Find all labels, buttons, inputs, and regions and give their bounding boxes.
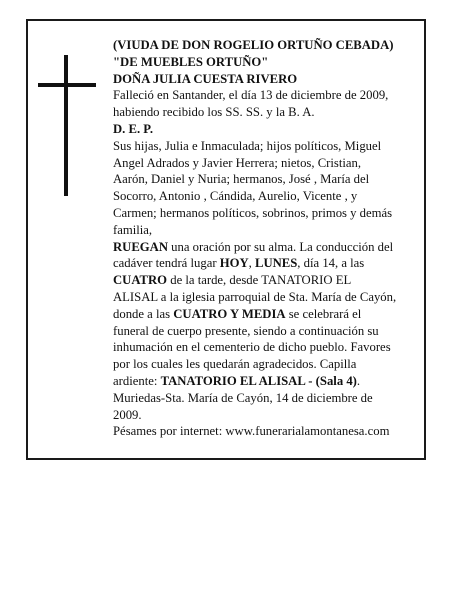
family-line-5: Carmen; hermanos políticos, sobrinos, primos y demás	[113, 205, 393, 220]
place-date-line-2: 2009.	[113, 407, 142, 422]
service-line-3	[113, 272, 418, 289]
cuatro-y-media-label: CUATRO Y MEDIA	[173, 306, 286, 321]
service-line-2-text-c: , día 14, a las	[297, 256, 365, 271]
cross-icon-bar	[38, 83, 96, 87]
cross-icon	[64, 55, 68, 196]
place-date-line-1: Muriedas-Sta. María de Cayón, 14 de diciembre de	[113, 390, 373, 405]
service-line-4: ALISAL a la iglesia parroquial de Sta. María de Cayón,	[113, 289, 397, 304]
hoy-label: HOY	[219, 256, 249, 271]
service-line-9-text-a: ardiente:	[113, 373, 161, 388]
service-line-2	[113, 255, 418, 272]
condolences-line: Pésames por internet: www.funerarialamontanesa.com	[113, 424, 390, 439]
service-line-7: inhumación en el cementerio de dicho pueblo. Favores	[113, 340, 391, 355]
family-line-2: Angel Adrados y Javier Herrera; nietos, Cristian,	[113, 155, 362, 170]
service-line-5	[113, 306, 418, 323]
ruegan-label: RUEGAN	[113, 239, 168, 254]
dep-heading: D. E. P.	[113, 121, 154, 136]
header-line-1: (VIUDA DE DON ROGELIO ORTUÑO CEBADA)	[113, 38, 394, 52]
service-line-9-text-b: .	[356, 373, 361, 388]
service-line-1-text: una oración por su alma. La conducción del	[167, 239, 394, 254]
service-line-3-text: de la tarde, desde TANATORIO EL	[167, 273, 352, 288]
family-line-1: Sus hijas, Julia e Inmaculada; hijos políticos, Miguel	[113, 138, 382, 153]
death-info-line-2: habiendo recibido los SS. SS. y la B. A.	[113, 105, 315, 120]
tanatorio-label: TANATORIO EL ALISAL - (Sala 4)	[160, 373, 357, 388]
death-info-line-1: Falleció en Santander, el día 13 de diciembre de 2009,	[113, 88, 389, 103]
family-line-6: familia,	[113, 222, 153, 237]
service-line-2-text-b: ,	[248, 256, 255, 271]
service-line-8: por los cuales les quedarán agradecidos. Capilla	[113, 357, 357, 372]
cuatro-label: CUATRO	[113, 273, 168, 288]
service-line-2-text-a: cadáver tendrá lugar	[113, 256, 220, 271]
lunes-label: LUNES	[254, 256, 298, 271]
obituary-text	[113, 37, 418, 440]
service-line-5-text-b: se celebrará el	[285, 306, 362, 321]
family-line-4: Socorro, Antonio , Cándida, Aurelio, Vicente , y	[113, 189, 358, 204]
service-line-1	[113, 239, 418, 256]
deceased-name: DOÑA JULIA CUESTA RIVERO	[113, 71, 298, 86]
service-line-9	[113, 373, 418, 390]
service-line-6: funeral de cuerpo presente, siendo a continuación su	[113, 323, 379, 338]
header-line-2: "DE MUEBLES ORTUÑO"	[113, 54, 269, 69]
family-line-3: Aarón, Daniel y Nuria; hermanos, José , María del	[113, 172, 370, 187]
service-line-5-text-a: donde a las	[113, 306, 174, 321]
